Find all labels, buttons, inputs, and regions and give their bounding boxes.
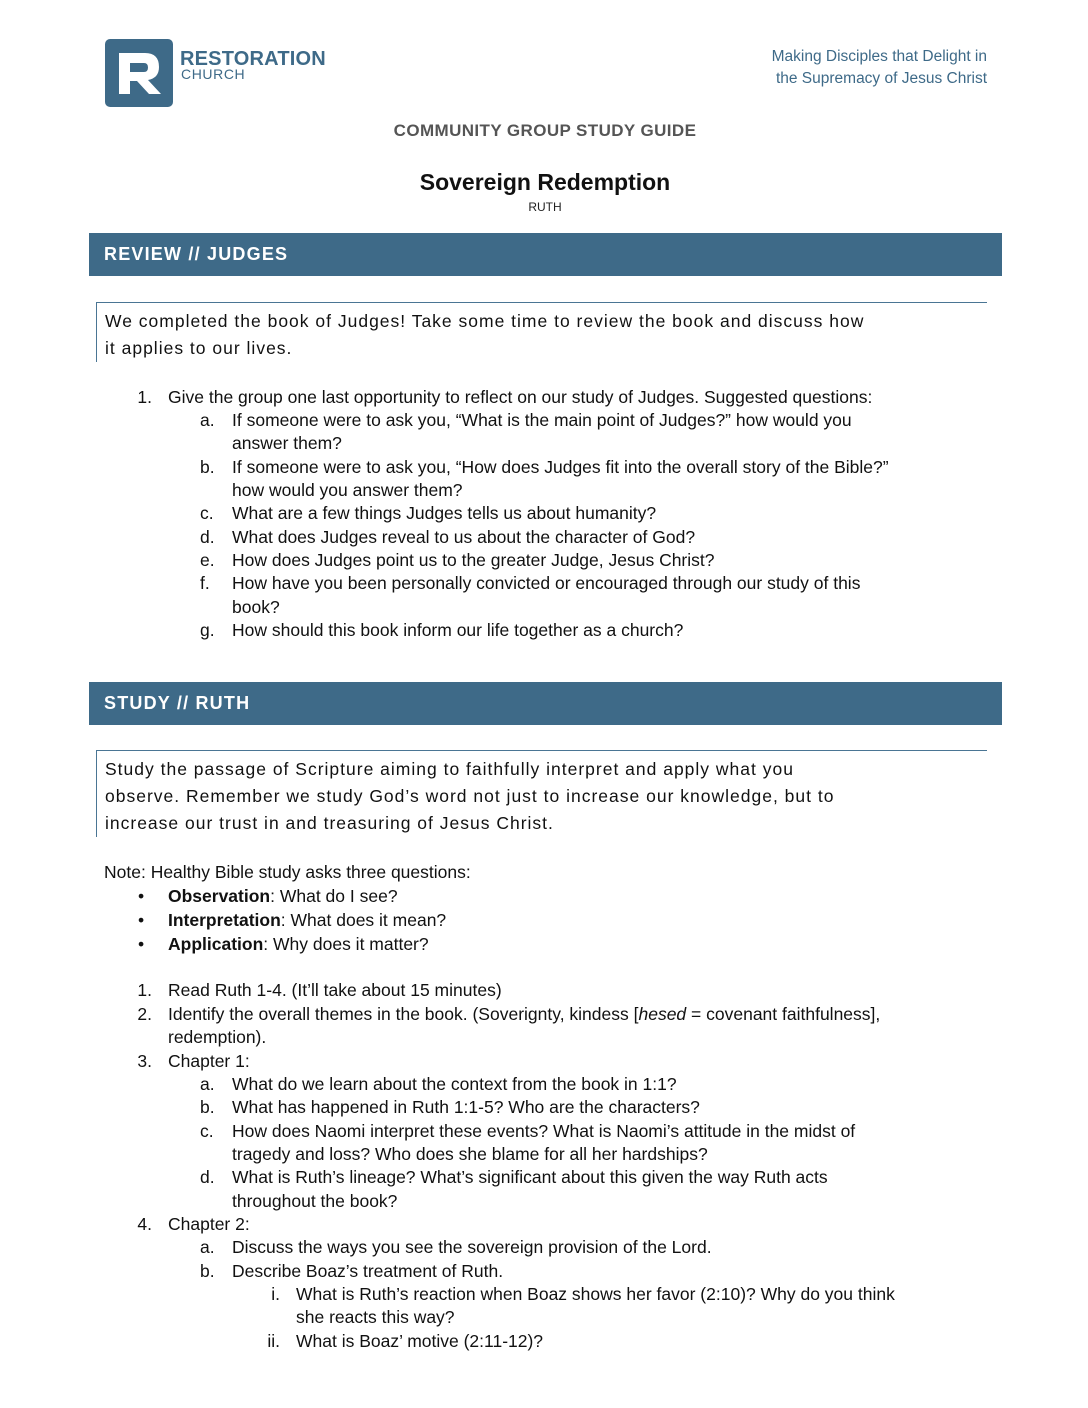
list-item: Describe Boaz’s treatment of Ruth.: [232, 1261, 504, 1281]
list-item: What are a few things Judges tells us about humanity?: [232, 503, 657, 523]
list-item-continued: she reacts this way?: [296, 1307, 455, 1327]
review-intro-callout: [96, 302, 987, 362]
bullet-item: [168, 885, 398, 908]
bullet-icon: •: [138, 910, 145, 930]
list-item: What do we learn about the context from the book in 1:1?: [232, 1074, 677, 1094]
list-item: Chapter 2:: [168, 1214, 250, 1234]
intro-line: it applies to our lives.: [105, 338, 293, 358]
list-item: Chapter 1:: [168, 1051, 250, 1071]
list-letter: a.: [200, 1074, 215, 1094]
page-subtitle: RUTH: [528, 200, 562, 214]
list-number: 4.: [137, 1214, 152, 1234]
list-item: What is Ruth’s lineage? What’s significant about this given the way Ruth acts: [232, 1167, 828, 1187]
list-item: What does Judges reveal to us about the character of God?: [232, 527, 696, 547]
list-item-continued: tragedy and loss? Who does she blame for all her hardships?: [232, 1144, 708, 1164]
list-item: [168, 1003, 880, 1026]
list-item-text: Identify the overall themes in the book. (Soverignty, kindess [: [168, 1004, 639, 1024]
bullet-item: [168, 933, 429, 956]
list-letter: b.: [200, 1097, 215, 1117]
list-item: Discuss the ways you see the sovereign provision of the Lord.: [232, 1237, 712, 1257]
list-letter: f.: [200, 573, 210, 593]
r-logo-icon: [105, 39, 173, 107]
list-item: What has happened in Ruth 1:1-5? Who are the characters?: [232, 1097, 700, 1117]
study-intro-callout: [96, 750, 987, 837]
list-item-continued: book?: [232, 597, 280, 617]
section-header-study: [89, 682, 1002, 725]
list-item: Give the group one last opportunity to reflect on our study of Judges. Suggested questions:: [168, 387, 873, 407]
list-item: How have you been personally convicted or encouraged through our study of this: [232, 573, 861, 593]
list-letter: d.: [200, 527, 215, 547]
list-letter: b.: [200, 1261, 215, 1281]
list-item: What is Ruth’s reaction when Boaz shows her favor (2:10)? Why do you think: [296, 1284, 895, 1304]
tagline-line: the Supremacy of Jesus Christ: [775, 70, 987, 87]
brand-name: RESTORATION: [180, 48, 326, 70]
page-title: Sovereign Redemption: [419, 169, 671, 195]
list-number: 1.: [137, 980, 152, 1000]
list-number: 2.: [137, 1004, 152, 1024]
bullet-text: : What does it mean?: [280, 910, 447, 930]
bullet-item: [168, 909, 446, 932]
note-text: Note: Healthy Bible study asks three questions:: [104, 862, 471, 882]
list-letter: a.: [200, 1237, 215, 1257]
list-item-continued: redemption).: [168, 1027, 267, 1047]
list-letter: b.: [200, 457, 215, 477]
section-heading: STUDY // RUTH: [104, 693, 251, 713]
list-item-continued: answer them?: [232, 433, 342, 453]
tagline-line: Making Disciples that Delight in: [771, 48, 987, 65]
list-item: How does Judges point us to the greater Judge, Jesus Christ?: [232, 550, 715, 570]
section-heading: REVIEW // JUDGES: [104, 244, 289, 264]
bullet-term: Observation: [168, 886, 271, 906]
list-letter: d.: [200, 1167, 215, 1187]
list-letter: g.: [200, 620, 215, 640]
list-letter: e.: [200, 550, 215, 570]
section-header-review: [89, 233, 1002, 276]
bullet-text: : Why does it matter?: [263, 934, 429, 954]
tagline: [772, 46, 987, 90]
brand-subname: CHURCH: [181, 66, 246, 82]
list-item: If someone were to ask you, “How does Judges fit into the overall story of the Bible?”: [232, 457, 889, 477]
intro-line: increase our trust in and treasuring of Jesus Christ.: [105, 813, 554, 833]
list-roman: ii.: [267, 1331, 280, 1351]
bullet-text: : What do I see?: [270, 886, 398, 906]
list-item-italic: hesed: [638, 1004, 687, 1024]
list-roman: i.: [271, 1284, 280, 1304]
list-item: What is Boaz’ motive (2:11-12)?: [296, 1331, 544, 1351]
guide-title: COMMUNITY GROUP STUDY GUIDE: [393, 121, 697, 140]
list-number: 3.: [137, 1051, 152, 1071]
list-item-continued: how would you answer them?: [232, 480, 463, 500]
list-item: How should this book inform our life together as a church?: [232, 620, 684, 640]
list-item: How does Naomi interpret these events? What is Naomi’s attitude in the midst of: [232, 1121, 856, 1141]
intro-line: Study the passage of Scripture aiming to faithfully interpret and apply what you: [105, 759, 794, 779]
intro-line: We completed the book of Judges! Take some time to review the book and discuss how: [105, 311, 865, 331]
list-letter: c.: [200, 1121, 214, 1141]
intro-line: observe. Remember we study God’s word not just to increase our knowledge, but to: [105, 786, 835, 806]
bullet-icon: •: [138, 886, 145, 906]
list-item: If someone were to ask you, “What is the main point of Judges?” how would you: [232, 410, 852, 430]
church-logo: [105, 39, 173, 107]
list-item-text: = covenant faithfulness],: [686, 1004, 881, 1024]
list-item: Read Ruth 1-4. (It’ll take about 15 minutes): [168, 980, 502, 1000]
bullet-icon: •: [138, 934, 145, 954]
bullet-term: Interpretation: [168, 910, 281, 930]
list-letter: a.: [200, 410, 215, 430]
list-item-continued: throughout the book?: [232, 1191, 398, 1211]
list-number: 1.: [137, 387, 152, 407]
list-letter: c.: [200, 503, 214, 523]
bullet-term: Application: [168, 934, 264, 954]
